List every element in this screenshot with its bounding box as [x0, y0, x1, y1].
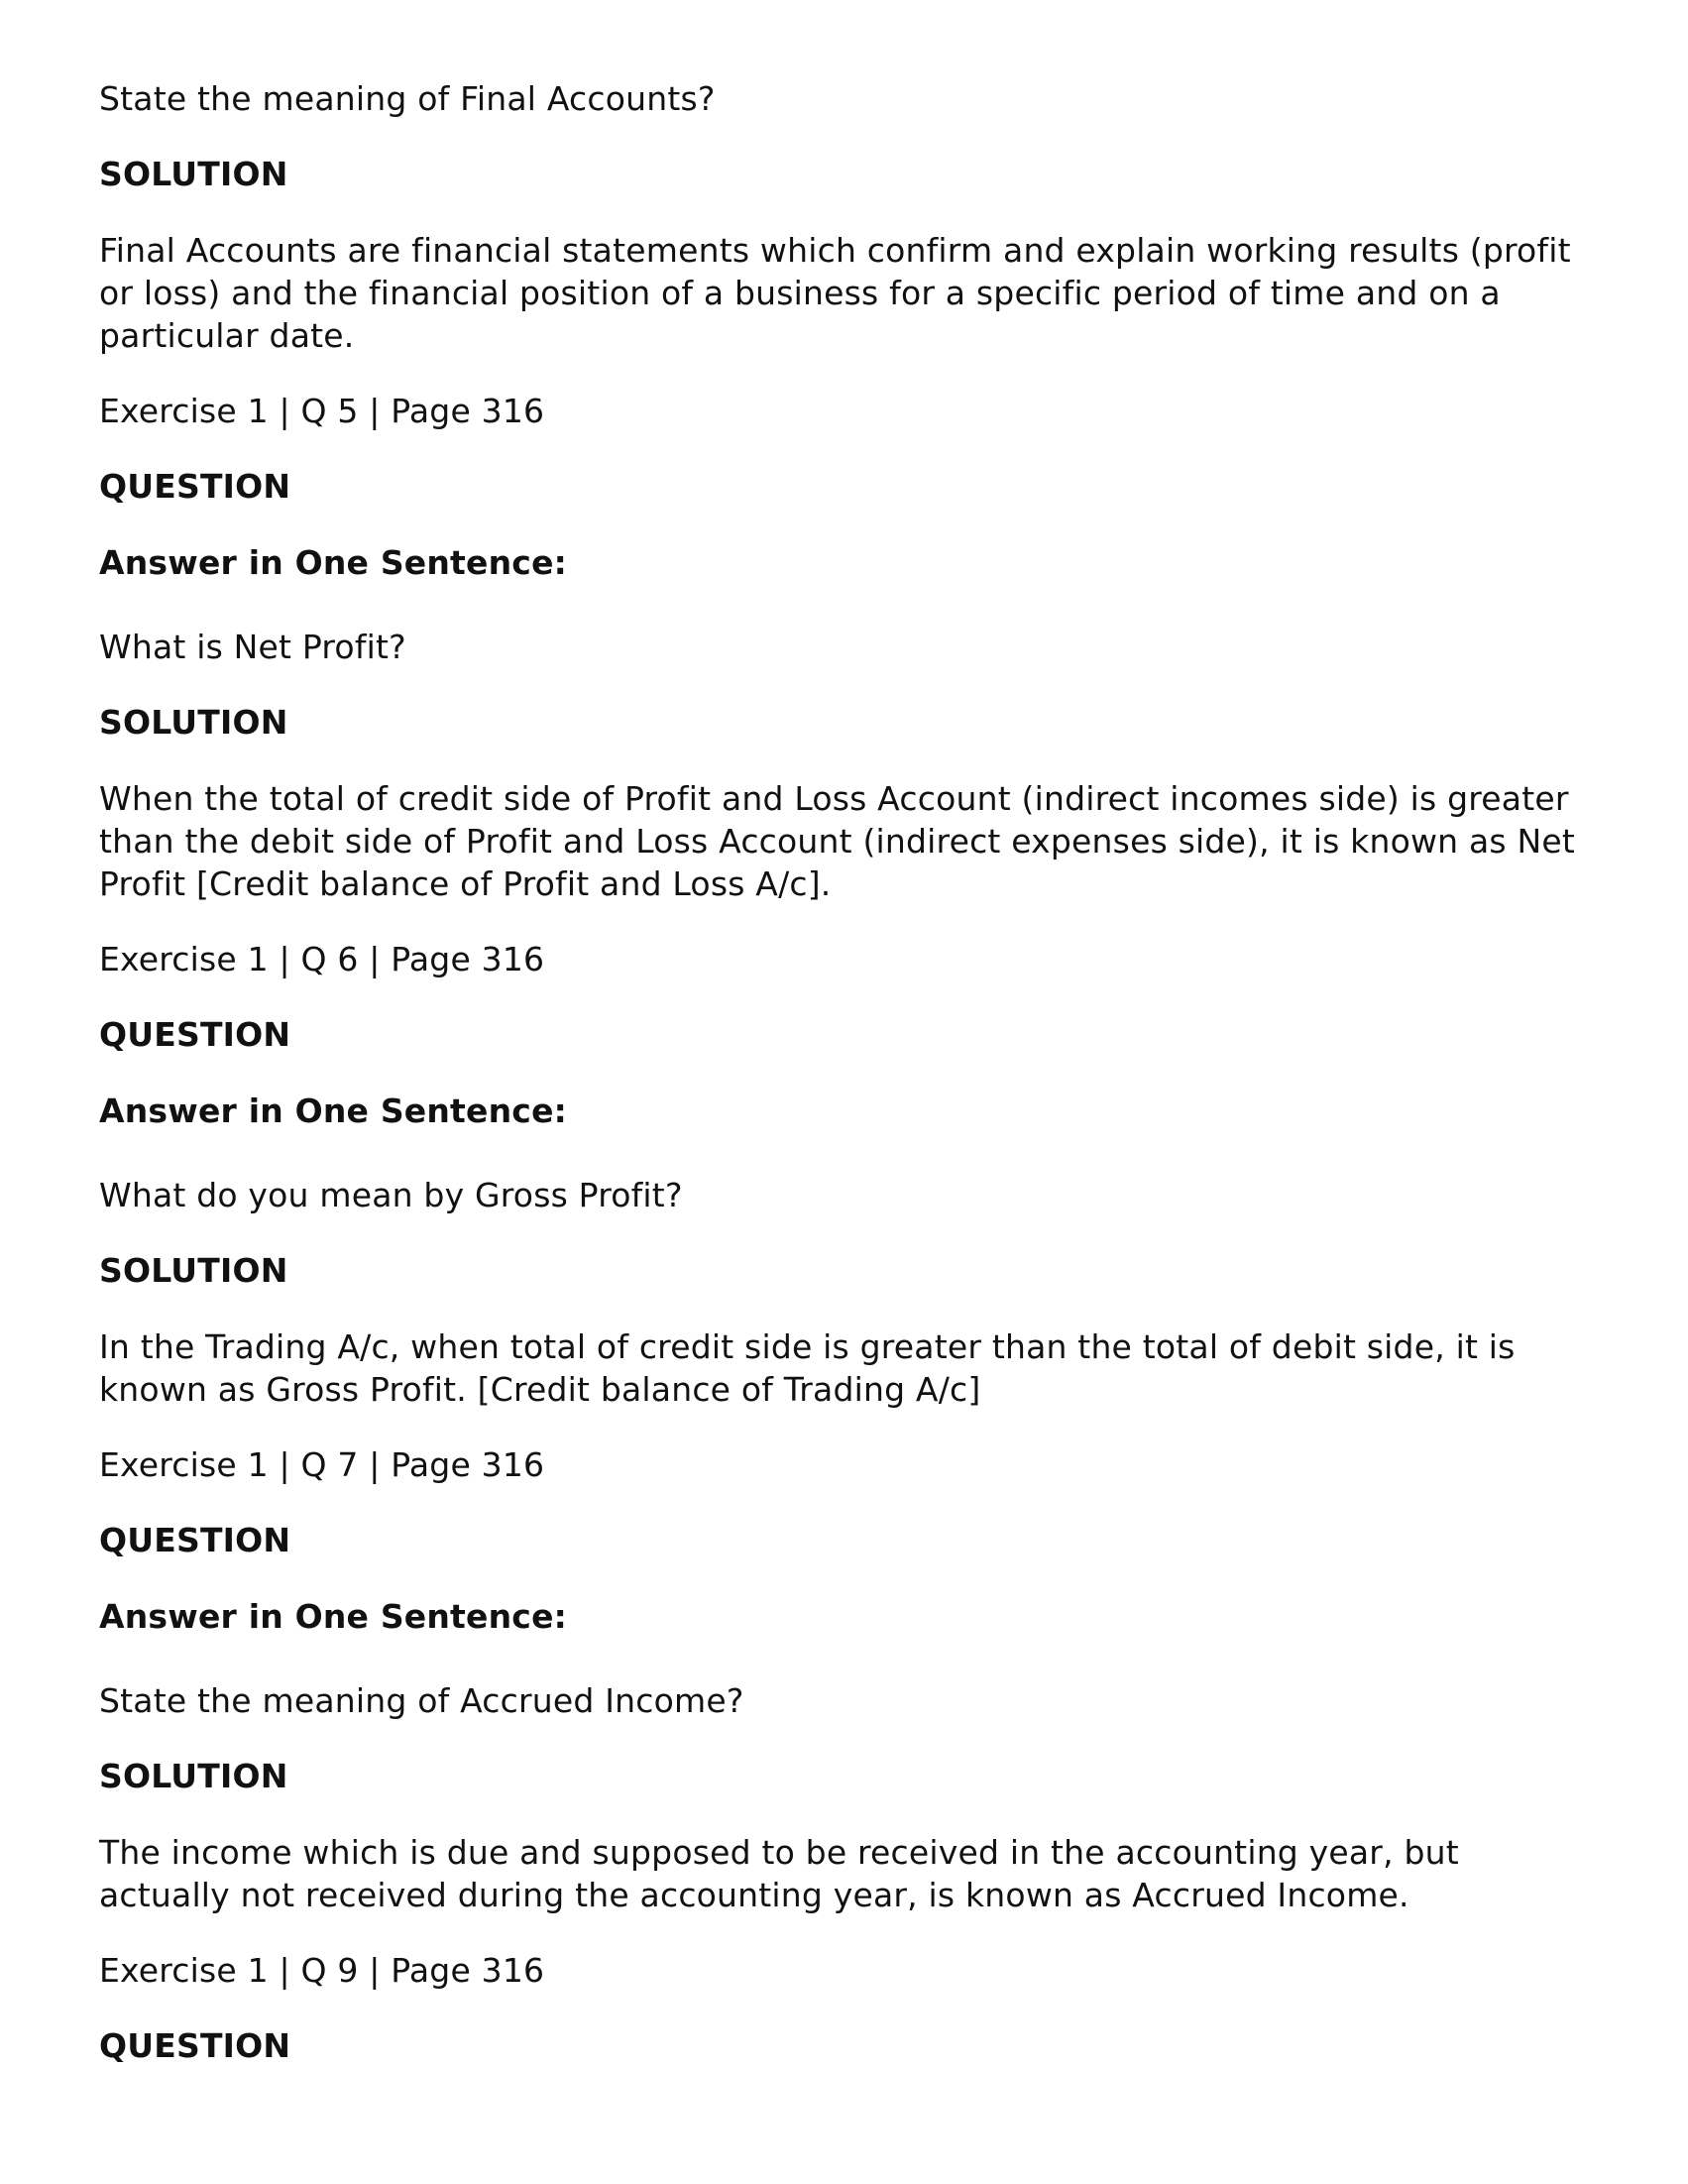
- exercise-reference: Exercise 1 | Q 5 | Page 316: [99, 392, 545, 430]
- exercise-reference: Exercise 1 | Q 7 | Page 316: [99, 1445, 545, 1484]
- solution-heading: SOLUTION: [99, 703, 288, 742]
- solution-heading: SOLUTION: [99, 1757, 288, 1795]
- exercise-reference: Exercise 1 | Q 6 | Page 316: [99, 940, 545, 978]
- solution-text-line: or loss) and the financial position of a business for a specific period of time and on a: [99, 274, 1501, 312]
- solution-text-line: Final Accounts are financial statements which confirm and explain working results (profit: [99, 231, 1571, 270]
- question-instruction: Answer in One Sentence:: [99, 543, 568, 582]
- question-heading: QUESTION: [99, 2026, 291, 2065]
- solution-text-line: Profit [Credit balance of Profit and Loss A/c].: [99, 864, 832, 903]
- question-instruction: Answer in One Sentence:: [99, 1597, 568, 1636]
- solution-text-line: than the debit side of Profit and Loss Account (indirect expenses side), it is known as Net: [99, 822, 1576, 861]
- question-heading: QUESTION: [99, 1015, 291, 1054]
- solution-text-line: In the Trading A/c, when total of credit side is greater than the total of debit side, it is: [99, 1327, 1516, 1366]
- exercise-reference: Exercise 1 | Q 9 | Page 316: [99, 1951, 545, 1990]
- solution-text-line: actually not received during the accounting year, is known as Accrued Income.: [99, 1876, 1409, 1914]
- question-text: State the meaning of Accrued Income?: [99, 1681, 744, 1720]
- solution-text-line: particular date.: [99, 316, 355, 355]
- solution-text-line: known as Gross Profit. [Credit balance of Trading A/c]: [99, 1370, 981, 1409]
- question-instruction: Answer in One Sentence:: [99, 1092, 568, 1130]
- solution-text-line: The income which is due and supposed to be received in the accounting year, but: [99, 1833, 1459, 1872]
- solution-text-line: When the total of credit side of Profit and Loss Account (indirect incomes side) is greater: [99, 779, 1569, 818]
- question-heading: QUESTION: [99, 1521, 291, 1559]
- question-text: State the meaning of Final Accounts?: [99, 79, 716, 118]
- question-text: What is Net Profit?: [99, 628, 406, 666]
- question-text: What do you mean by Gross Profit?: [99, 1176, 683, 1214]
- question-heading: QUESTION: [99, 467, 291, 506]
- solution-heading: SOLUTION: [99, 155, 288, 193]
- solution-heading: SOLUTION: [99, 1251, 288, 1290]
